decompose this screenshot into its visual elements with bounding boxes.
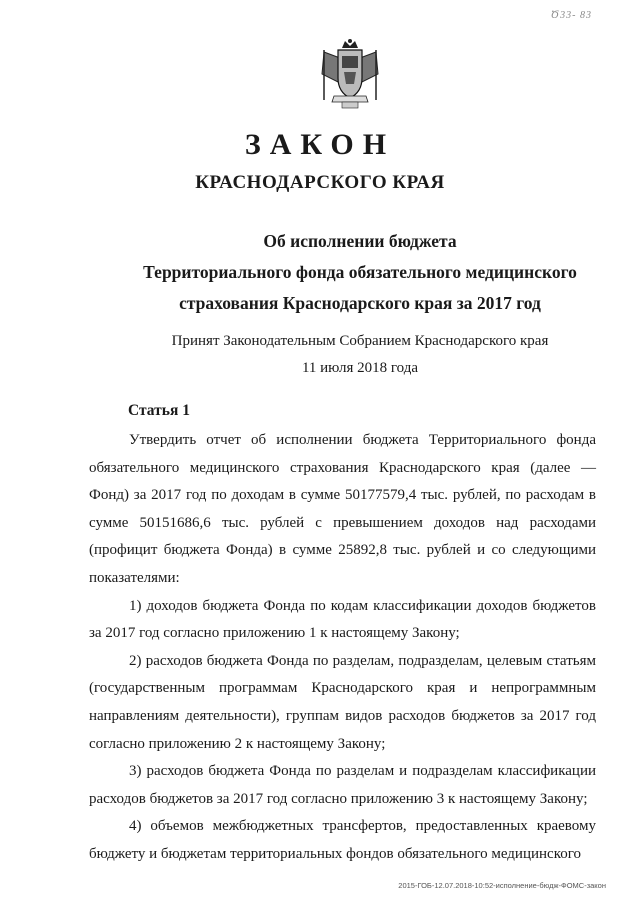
paragraph: Утвердить отчет об исполнении бюджета Территориального фонда обязательного медицинского страхования Краснодарского края (далее — Фонд) за 2017 год по доходам в сумме 50177579,4 тыс. рублей, по расходам в сумме 50151686,6 тыс. рублей с превышением доходов над расходами (профицит бюджета Фонда) в сумме 25892,8 тыс. рублей и со следующими показателями:: [89, 432, 596, 586]
adoption-body: Принят Законодательным Собранием Краснодарского края: [171, 333, 549, 349]
coat-of-arms-icon: [318, 38, 382, 112]
document-title: ЗАКОН: [244, 128, 396, 161]
document-region: КРАСНОДАРСКОГО КРАЯ: [195, 172, 445, 193]
article-body: [89, 427, 596, 869]
paragraph: 1) доходов бюджета Фонда по кодам классификации доходов бюджетов за 2017 год согласно приложению 1 к настоящему Закону;: [89, 597, 596, 642]
paragraph: 3) расходов бюджета Фонда по разделам и подразделам классификации расходов бюджетов за 2017 год согласно приложению 3 к настоящему Закону;: [89, 763, 596, 807]
paragraph: 4) объемов межбюджетных трансфертов, предоставленных краевому бюджету и бюджетам территориальных фондов обязательного медицинского: [89, 818, 596, 862]
subject-line: Территориального фонда обязательного медицинского: [143, 262, 577, 282]
article-heading: Статья 1: [128, 402, 190, 419]
footer-file-code: 2015-ГОБ-12.07.2018-10:52-исполнение-бюдж-ФОМС-закон: [398, 881, 606, 890]
subject-line: Об исполнении бюджета: [263, 231, 457, 251]
adoption-date: 11 июля 2018 года: [301, 360, 419, 376]
subject-line: страхования Краснодарского края за 2017 год: [179, 293, 541, 313]
corner-handwritten-mark: Ծ33- 83: [550, 10, 592, 21]
adoption-note: [60, 328, 640, 382]
paragraph: 2) расходов бюджета Фонда по разделам, подразделам, целевым статьям (государственным программам Краснодарского края и непрограммным направлениям деятельности), группам видов расходов бюджетов за 2017 год согласно приложению 2 к настоящему Закону;: [89, 652, 596, 752]
law-subject: [60, 226, 640, 319]
